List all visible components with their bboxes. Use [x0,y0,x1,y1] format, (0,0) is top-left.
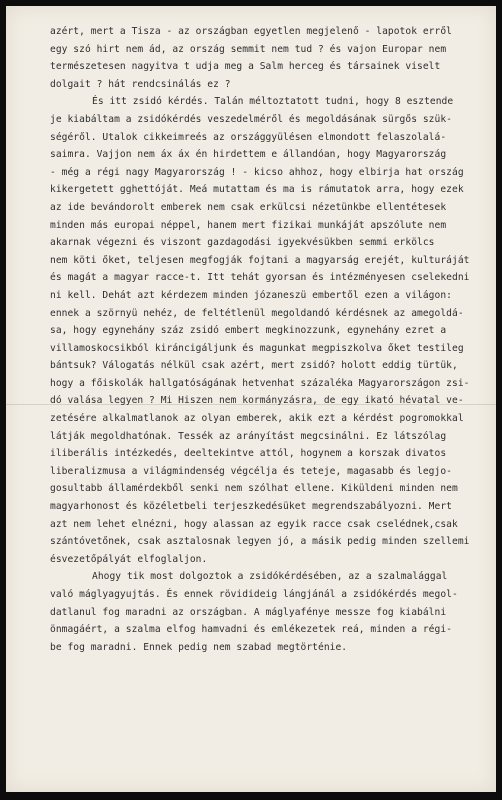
text-line: egy szó hirt nem ád, az ország semmit nem tud ? és vajon Europar nem [50,43,447,55]
text-line: És itt zsidó kérdés. Talán méltoztatott tudni, hogy 8 esztende [92,96,454,108]
text-line: magyarhonost és közéletbeli terjeszkedésüket megrendszabályozni. Mert [50,501,452,513]
text-line: bántsuk? Válogatás nélkül csak azért, mert zsidó? holott eddig türtük, [50,360,458,372]
text-line: dó valása legyen ? Mi Hiszen nem kormányzásra, de egy ikató hévatal ve- [50,395,464,407]
text-line: azt nem lehet elnézni, hogy alassan az egyik racce csak cselédnek,csak [50,518,458,530]
text-line: nem köti őket, teljesen megfogják fojtani a magyarság erejét, kulturáját [50,254,470,266]
text-line: iliberális intézkedés, deeltekintve attól, hogynem a korszak divatos [50,448,447,460]
text-line: datlanul fog maradni az országban. A máglyafénye messze fog kiabálni [50,606,447,618]
text-line: zetésére alkalmatlanok az olyan emberek, akik ezt a kérdést pogromokkal [50,413,464,425]
text-line: ennek a szörnyü nehéz, de feltétlenül megoldandó kérdésnek az amegoldá- [50,307,464,319]
document-body [6,23,496,656]
text-line: sa, hogy egynehány száz zsidó embert megkinozzunk, egynehány ezret a [50,325,447,337]
text-line: dolgait ? hát rendcsinálás ez ? [50,78,231,90]
text-line: kikergetett gghettóját. Meá mutattam és ma is rámutatok arra, hogy ezek [50,184,464,196]
text-line: gosultabb államérdekből senki nem szólhat ellene. Kiküldeni minden nem [50,483,458,495]
text-line: szántóvetőnek, csak asztalosnak legyen jó, a másik pedig minden szellemi [50,536,470,548]
text-line: való máglyagyujtás. És ennek rövidideig lángjánál a zsidókérdés megol- [50,589,458,600]
text-line: je kiabáltam a zsidókérdés veszedelméről és megoldásának sürgős szük- [50,113,452,125]
text-line: Ahogy tik most dolgoztok a zsidókérdésében, az a szalmalággal [92,571,448,583]
text-line: ségéről. Utalok cikkeimreés az országgyülésen elmondott felaszolalá- [50,131,447,143]
text-line: akarnak végezni és viszont gazdagodási igyekvésükben semmi erkölcs [50,237,435,249]
text-line: saimra. Vajjon nem áx áx én hirdettem e állandóan, hogy Magyarország [50,149,447,161]
text-line: villamoskocsikból kiráncigáljunk és magunkat megpiszkolva őket testileg [50,342,464,354]
text-line: ésvezetőpályát elfoglaljon. [50,553,208,565]
text-line: - még a régi nagy Magyarország ! - kicso ahhoz, hogy elbirja hat ország [50,166,464,178]
text-line: hogy a főiskolák hallgatóságának hetvenhat százaléka Magyarországon zsi- [50,377,470,389]
text-line: liberalizmusa a világmindenség végcélja és teteje, magasabb és legjo- [50,465,452,477]
text-line: minden más europai néppel, hanem mert fizikai munkáját apszólute nem [50,219,447,231]
typewritten-page [6,6,496,792]
text-line: az ide bevándorolt emberek nem csak erkülcsi nézetünkbe ellentétesek [50,201,447,213]
text-line: azért, mert a Tisza - az országban egyetlen megjelenő - lapotok erről [50,26,452,37]
text-line: ni kell. Dehát azt kérdezem minden józaneszü embertől ezen a világon: [50,289,452,301]
text-line: önmagáért, a szalma elfog hamvadni és emlékezetek reá, minden a régi- [50,624,452,636]
text-line: és magát a magyar racce-t. Itt tehát gyorsan és intézményesen cselekedni [50,272,470,284]
text-line: látják megoldhatónak. Tessék az arányítást megcsinálni. Ez látszólag [50,430,447,442]
text-line: természetesen nagyitva t udja meg a Salm herceg és társainek viselt [50,61,441,73]
text-line: be fog maradni. Ennek pedig nem szabad megtörténie. [50,641,348,653]
